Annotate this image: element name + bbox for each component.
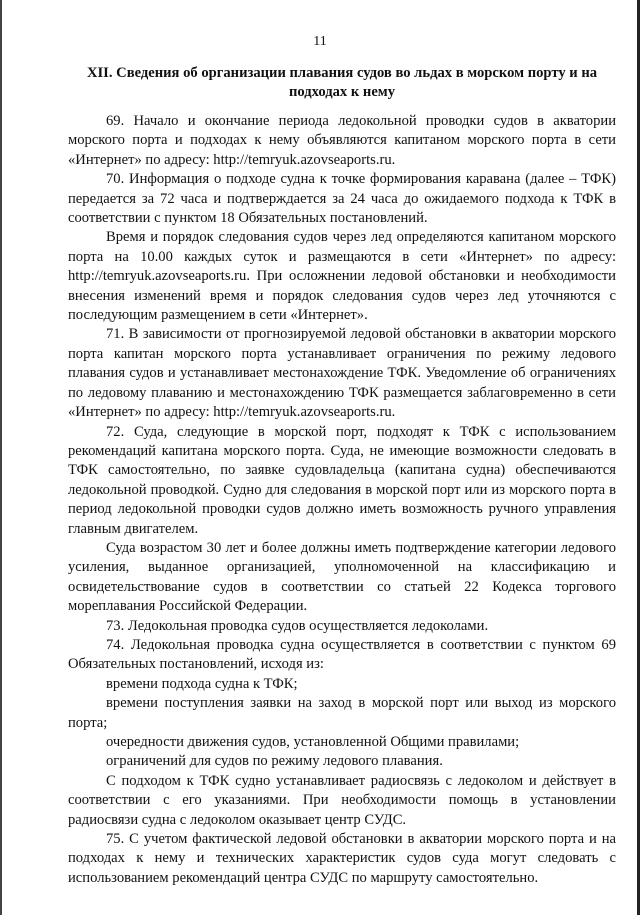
paragraph-73: 73. Ледокольная проводка судов осуществляется ледоколами. — [106, 617, 489, 634]
paragraph-74: 74. Ледокольная проводка судна осуществляется в соответствии с пунктом 69 Обязательных постановлений, исходя из: — [68, 636, 616, 673]
paragraph-74-radio: С подходом к ТФК судно устанавливает радиосвязь с ледоколом и действует в соответствии с его указаниями. При необходимости помощь в установлении радиосвязи судна с ледоколом оказывает центр СУДС. — [68, 772, 616, 828]
paragraph-74-item-4: ограничений для судов по режиму ледового плавания. — [106, 753, 443, 770]
paragraph-69: 69. Начало и окончание периода ледокольной проводки судов в акватории морского порта и подходах к нему объявляются капитаном морского порта в сети «Интернет» по адресу: http://temryuk.azovseaports.ru. — [68, 113, 616, 168]
paragraph-72: 72. Суда, следующие в морской порт, подходят к ТФК с использованием рекомендаций капитана морского порта. Суда, не имеющие возможности следовать в ТФК самостоятельно, по заявке судовладельца (капитана судна) обеспечиваются ледокольной проводкой. Судно для следования в морской порт или из морского порта в период ледокольной проводки судов должно иметь возможность ручного управления главным двигателем. — [68, 423, 616, 537]
document-body — [68, 64, 616, 888]
section-title: XII. Сведения об организации плавания судов во льдах в морском порту и на подходах к нему — [86, 65, 598, 100]
paragraph-70: 70. Информация о подходе судна к точке формирования каравана (далее – ТФК) передается за 72 часа и подтверждается за 24 часа до ожидаемого подхода к ТФК в соответствии с пунктом 18 Обязательных постановлений. — [68, 171, 616, 227]
paragraph-75: 75. С учетом фактической ледовой обстановки в акватории морского порта и на подходах к нему и технических характеристик судов суда могут следовать с использованием рекомендаций центра СУДС по маршруту самостоятельно. — [68, 831, 616, 886]
paragraph-71: 71. В зависимости от прогнозируемой ледовой обстановки в акватории морского порта капитан морского порта устанавливает ограничения по режиму ледового плавания судов и устанавливает местонахождение ТФК. Уведомление об ограничениях по ледовому плаванию и местонахождению ТФК размещается заблаговременно в сети «Интернет» по адресу: http://temryuk.azovseaports.ru. — [68, 326, 616, 421]
scan-edge-left — [0, 0, 2, 915]
paragraph-72-age: Суда возрастом 30 лет и более должны иметь подтверждение категории ледового усиления, выданное организацией, уполномоченной на классификацию и освидетельствование судов в соответствии со статьей 22 Кодекса торгового мореплавания Российской Федерации. — [68, 539, 616, 615]
paragraph-74-item-2: времени поступления заявки на заход в морской порт или выход из морского порта; — [68, 695, 616, 731]
page-number: 11 — [313, 34, 327, 49]
paragraph-74-item-3: очередности движения судов, установленной Общими правилами; — [106, 734, 520, 750]
paragraph-74-item-1: времени подхода судна к ТФК; — [106, 675, 298, 692]
paragraph-70-schedule: Время и порядок следования судов через лед определяются капитаном морского порта на 10.00 каждых суток и размещаются в сети «Интернет» по адресу: http://temryuk.azovseaports.ru. При осложнении ледовой обстановки и необходимости внесения изменений время и порядок следования судов через лед уточняются с последующим размещением в сети «Интернет». — [68, 229, 616, 324]
